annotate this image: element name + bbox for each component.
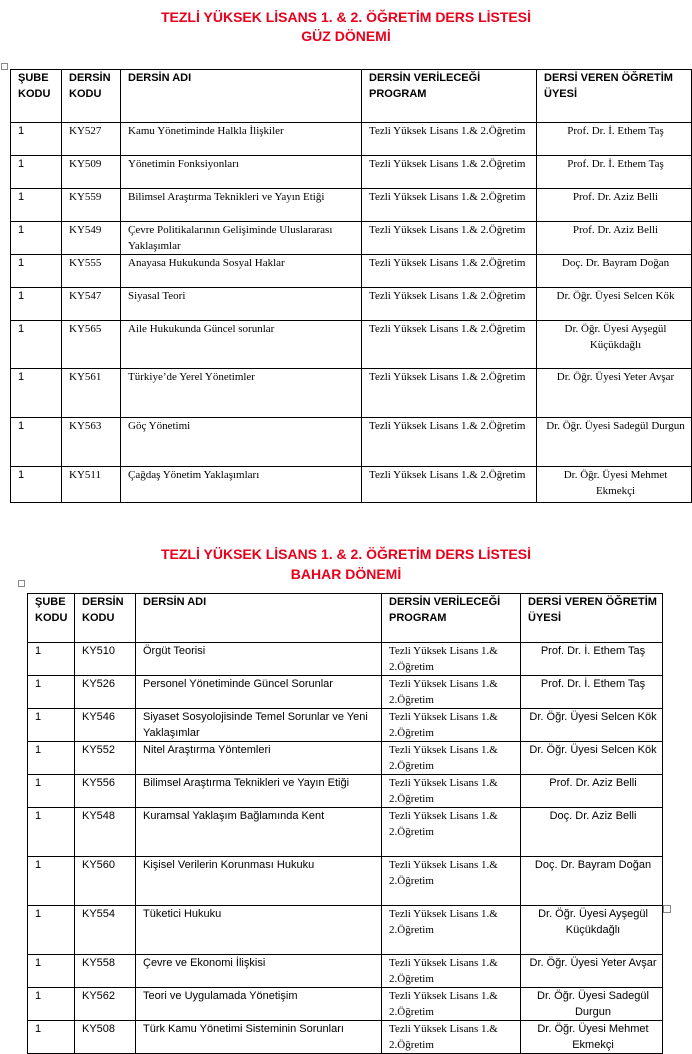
table-row [28, 643, 663, 676]
cell-sube-kodu: 1 [11, 369, 62, 418]
cell-program: Tezli Yüksek Lisans 1.& 2.Öğretim [362, 123, 537, 156]
cell-dersin-adi: Nitel Araştırma Yöntemleri [136, 742, 382, 775]
cell-program: Tezli Yüksek Lisans 1.& 2.Öğretim [362, 189, 537, 222]
table-row [28, 955, 663, 988]
table-row [11, 418, 692, 467]
cell-dersin-kodu: KY558 [75, 955, 136, 988]
table-row [11, 321, 692, 369]
table-row [11, 369, 692, 418]
cell-dersin-adi: Bilimsel Araştırma Teknikleri ve Yayın Etiği [136, 775, 382, 808]
fall-table-body [11, 123, 692, 503]
cell-ogretim-uyesi: Dr. Öğr. Üyesi Yeter Avşar [521, 955, 663, 988]
fall-title-line2: GÜZ DÖNEMİ [301, 28, 391, 44]
table-move-handle[interactable] [18, 580, 25, 587]
cell-ogretim-uyesi: Dr. Öğr. Üyesi Selcen Kök [537, 288, 692, 321]
cell-program: Tezli Yüksek Lisans 1.& 2.Öğretim [382, 1021, 521, 1054]
cell-ogretim-uyesi: Dr. Öğr. Üyesi Mehmet Ekmekçi [521, 1021, 663, 1054]
cell-ogretim-uyesi: Dr. Öğr. Üyesi Ayşegül Küçükdağlı [537, 321, 692, 369]
table-row [28, 1021, 663, 1054]
cell-dersin-kodu: KY548 [75, 808, 136, 857]
header-sube-kodu: ŞUBE KODU [11, 70, 62, 123]
cell-sube-kodu: 1 [28, 709, 75, 742]
cell-dersin-adi: Siyaset Sosyolojisinde Temel Sorunlar ve Yeni Yaklaşımlar [136, 709, 382, 742]
header-dersin-adi: DERSİN ADI [121, 70, 362, 123]
cell-dersin-adi: Türk Kamu Yönetimi Sisteminin Sorunları [136, 1021, 382, 1054]
cell-sube-kodu: 1 [28, 742, 75, 775]
cell-program: Tezli Yüksek Lisans 1.& 2.Öğretim [382, 742, 521, 775]
cell-dersin-adi: Çevre Politikalarının Gelişiminde Uluslararası Yaklaşımlar [121, 222, 362, 255]
cell-sube-kodu: 1 [11, 418, 62, 467]
table-row [11, 288, 692, 321]
table-row [28, 742, 663, 775]
cell-ogretim-uyesi: Doç. Dr. Aziz Belli [521, 808, 663, 857]
table-row [28, 857, 663, 906]
cell-ogretim-uyesi: Dr. Öğr. Üyesi Sadegül Durgun [521, 988, 663, 1021]
cell-sube-kodu: 1 [28, 775, 75, 808]
table-row [11, 123, 692, 156]
spring-title-line2: BAHAR DÖNEMİ [290, 566, 402, 582]
header-dersin-kodu: DERSİN KODU [62, 70, 121, 123]
cell-dersin-adi: Kamu Yönetiminde Halkla İlişkiler [121, 123, 362, 156]
cell-ogretim-uyesi: Doç. Dr. Bayram Doğan [521, 857, 663, 906]
cell-dersin-kodu: KY555 [62, 255, 121, 288]
cell-sube-kodu: 1 [11, 288, 62, 321]
cell-ogretim-uyesi: Prof. Dr. İ. Ethem Taş [537, 156, 692, 189]
cell-sube-kodu: 1 [28, 643, 75, 676]
cell-dersin-kodu: KY511 [62, 467, 121, 503]
cell-sube-kodu: 1 [28, 857, 75, 906]
cell-dersin-adi: Çevre ve Ekonomi İlişkisi [136, 955, 382, 988]
cell-program: Tezli Yüksek Lisans 1.& 2.Öğretim [362, 255, 537, 288]
cell-ogretim-uyesi: Dr. Öğr. Üyesi Ayşegül Küçükdağlı [521, 906, 663, 955]
cell-dersin-adi: Anayasa Hukukunda Sosyal Haklar [121, 255, 362, 288]
cell-dersin-adi: Kişisel Verilerin Korunması Hukuku [136, 857, 382, 906]
cell-program: Tezli Yüksek Lisans 1.& 2.Öğretim [362, 222, 537, 255]
cell-dersin-kodu: KY549 [62, 222, 121, 255]
cell-program: Tezli Yüksek Lisans 1.& 2.Öğretim [382, 955, 521, 988]
cell-dersin-kodu: KY508 [75, 1021, 136, 1054]
fall-course-table [10, 69, 692, 503]
cell-sube-kodu: 1 [11, 321, 62, 369]
table-row [28, 988, 663, 1021]
cell-ogretim-uyesi: Dr. Öğr. Üyesi Mehmet Ekmekçi [537, 467, 692, 503]
cell-program: Tezli Yüksek Lisans 1.& 2.Öğretim [362, 467, 537, 503]
cell-sube-kodu: 1 [28, 955, 75, 988]
header-program: DERSİN VERİLECEĞİ PROGRAM [382, 594, 521, 643]
table-row [11, 255, 692, 288]
cell-dersin-adi: Siyasal Teori [121, 288, 362, 321]
header-dersin-kodu: DERSİN KODU [75, 594, 136, 643]
header-dersin-adi: DERSİN ADI [136, 594, 382, 643]
cell-program: Tezli Yüksek Lisans 1.& 2.Öğretim [382, 857, 521, 906]
cell-program: Tezli Yüksek Lisans 1.& 2.Öğretim [362, 418, 537, 467]
cell-ogretim-uyesi: Prof. Dr. Aziz Belli [537, 189, 692, 222]
cell-sube-kodu: 1 [11, 189, 62, 222]
cell-sube-kodu: 1 [11, 222, 62, 255]
cell-dersin-kodu: KY546 [75, 709, 136, 742]
cell-dersin-kodu: KY510 [75, 643, 136, 676]
cell-dersin-adi: Göç Yönetimi [121, 418, 362, 467]
cell-dersin-adi: Bilimsel Araştırma Teknikleri ve Yayın Etiği [121, 189, 362, 222]
header-sube-kodu: ŞUBE KODU [28, 594, 75, 643]
cell-sube-kodu: 1 [11, 255, 62, 288]
cell-ogretim-uyesi: Prof. Dr. İ. Ethem Taş [521, 676, 663, 709]
table-row [28, 906, 663, 955]
fall-title-line1: TEZLİ YÜKSEK LİSANS 1. & 2. ÖĞRETİM DERS LİSTESİ [160, 9, 531, 25]
cell-sube-kodu: 1 [11, 467, 62, 503]
cell-ogretim-uyesi: Dr. Öğr. Üyesi Selcen Kök [521, 709, 663, 742]
cell-sube-kodu: 1 [28, 906, 75, 955]
cell-sube-kodu: 1 [28, 808, 75, 857]
cell-program: Tezli Yüksek Lisans 1.& 2.Öğretim [362, 156, 537, 189]
cell-ogretim-uyesi: Prof. Dr. İ. Ethem Taş [521, 643, 663, 676]
cell-sube-kodu: 1 [28, 1021, 75, 1054]
cell-ogretim-uyesi: Prof. Dr. Aziz Belli [521, 775, 663, 808]
header-program: DERSİN VERİLECEĞİ PROGRAM [362, 70, 537, 123]
table-row [28, 676, 663, 709]
cell-dersin-kodu: KY527 [62, 123, 121, 156]
cell-dersin-kodu: KY556 [75, 775, 136, 808]
cell-program: Tezli Yüksek Lisans 1.& 2.Öğretim [382, 709, 521, 742]
cell-dersin-kodu: KY554 [75, 906, 136, 955]
cell-dersin-adi: Örgüt Teorisi [136, 643, 382, 676]
cell-sube-kodu: 1 [28, 676, 75, 709]
cell-dersin-kodu: KY559 [62, 189, 121, 222]
spring-header-row [28, 594, 663, 643]
table-row [28, 775, 663, 808]
table-row [11, 156, 692, 189]
cell-ogretim-uyesi: Dr. Öğr. Üyesi Selcen Kök [521, 742, 663, 775]
spring-table-body [28, 643, 663, 1054]
cell-dersin-kodu: KY509 [62, 156, 121, 189]
cell-dersin-adi: Aile Hukukunda Güncel sorunlar [121, 321, 362, 369]
cell-ogretim-uyesi: Doç. Dr. Bayram Doğan [537, 255, 692, 288]
table-row [28, 709, 663, 742]
cell-dersin-adi: Tüketici Hukuku [136, 906, 382, 955]
cell-program: Tezli Yüksek Lisans 1.& 2.Öğretim [362, 369, 537, 418]
cell-program: Tezli Yüksek Lisans 1.& 2.Öğretim [382, 906, 521, 955]
cell-dersin-kodu: KY561 [62, 369, 121, 418]
table-row [28, 808, 663, 857]
cell-dersin-kodu: KY547 [62, 288, 121, 321]
header-ogretim-uyesi: DERSİ VEREN ÖĞRETİM ÜYESİ [521, 594, 663, 643]
table-row [11, 467, 692, 503]
cell-dersin-adi: Çağdaş Yönetim Yaklaşımları [121, 467, 362, 503]
cell-program: Tezli Yüksek Lisans 1.& 2.Öğretim [382, 676, 521, 709]
table-resize-handle[interactable] [663, 905, 671, 913]
table-move-handle[interactable] [1, 63, 8, 70]
cell-dersin-kodu: KY563 [62, 418, 121, 467]
spring-title-line1: TEZLİ YÜKSEK LİSANS 1. & 2. ÖĞRETİM DERS LİSTESİ [160, 546, 531, 562]
cell-program: Tezli Yüksek Lisans 1.& 2.Öğretim [382, 775, 521, 808]
cell-dersin-kodu: KY560 [75, 857, 136, 906]
cell-program: Tezli Yüksek Lisans 1.& 2.Öğretim [362, 288, 537, 321]
cell-sube-kodu: 1 [11, 123, 62, 156]
table-row [11, 189, 692, 222]
cell-program: Tezli Yüksek Lisans 1.& 2.Öğretim [382, 988, 521, 1021]
cell-program: Tezli Yüksek Lisans 1.& 2.Öğretim [382, 808, 521, 857]
cell-sube-kodu: 1 [11, 156, 62, 189]
cell-dersin-kodu: KY565 [62, 321, 121, 369]
cell-ogretim-uyesi: Prof. Dr. İ. Ethem Taş [537, 123, 692, 156]
cell-dersin-adi: Türkiye’de Yerel Yönetimler [121, 369, 362, 418]
cell-ogretim-uyesi: Dr. Öğr. Üyesi Sadegül Durgun [537, 418, 692, 467]
table-row [11, 222, 692, 255]
cell-program: Tezli Yüksek Lisans 1.& 2.Öğretim [382, 643, 521, 676]
cell-dersin-adi: Personel Yönetiminde Güncel Sorunlar [136, 676, 382, 709]
cell-dersin-kodu: KY526 [75, 676, 136, 709]
cell-ogretim-uyesi: Prof. Dr. Aziz Belli [537, 222, 692, 255]
fall-header-row [11, 70, 692, 123]
cell-program: Tezli Yüksek Lisans 1.& 2.Öğretim [362, 321, 537, 369]
cell-dersin-kodu: KY562 [75, 988, 136, 1021]
cell-dersin-adi: Kuramsal Yaklaşım Bağlamında Kent [136, 808, 382, 857]
spring-course-table [27, 593, 663, 1054]
cell-sube-kodu: 1 [28, 988, 75, 1021]
cell-ogretim-uyesi: Dr. Öğr. Üyesi Yeter Avşar [537, 369, 692, 418]
cell-dersin-adi: Teori ve Uygulamada Yönetişim [136, 988, 382, 1021]
cell-dersin-adi: Yönetimin Fonksiyonları [121, 156, 362, 189]
cell-dersin-kodu: KY552 [75, 742, 136, 775]
header-ogretim-uyesi: DERSİ VEREN ÖĞRETİM ÜYESİ [537, 70, 692, 123]
